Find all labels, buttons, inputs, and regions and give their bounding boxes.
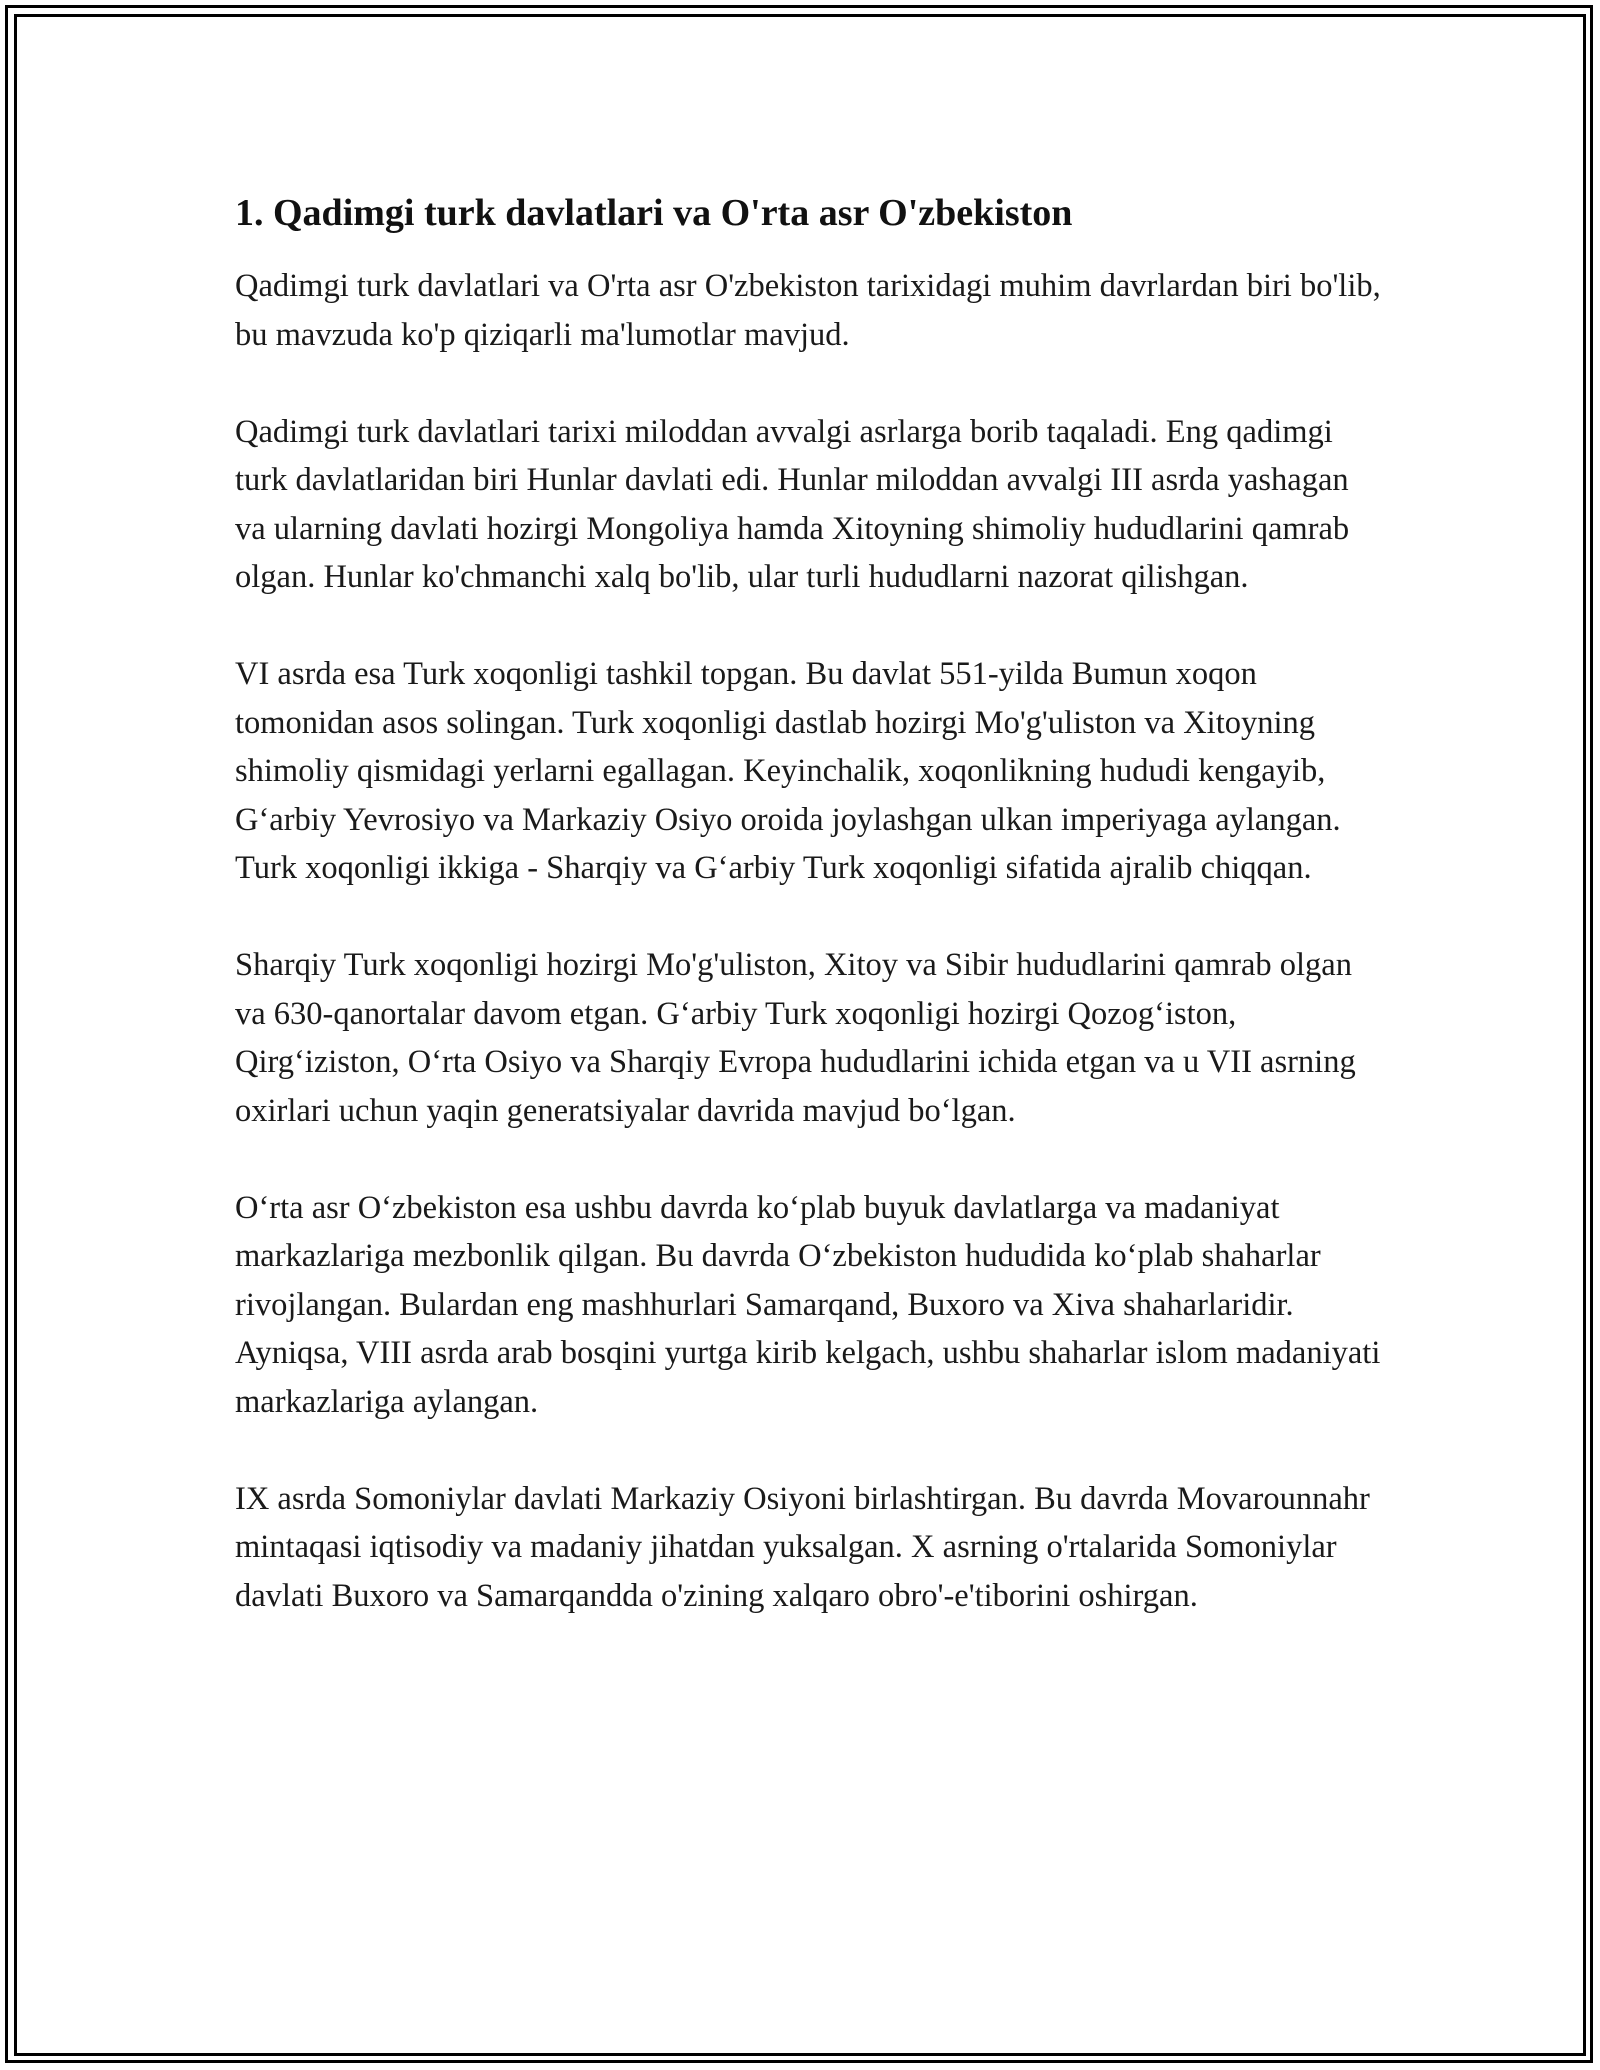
paragraph-intro: Qadimgi turk davlatlari va O'rta asr O'zbekiston tarixidagi muhim davrlardan biri bo'lib, bu mavzuda ko'p qiziqarli ma'lumotlar mavjud. <box>235 268 1381 353</box>
paragraph-hun-state: Qadimgi turk davlatlari tarixi miloddan avvalgi asrlarga borib taqaladi. Eng qadimgi turk davlatlaridan biri Hunlar davlati edi. Hunlar miloddan avvalgi III asrda yashagan va ularning davlati hozirgi Mongoliya hamda Xitoyning shimoliy hududlarini qamrab olgan. Hunlar ko'chmanchi xalq bo'lib, ular turli hududlarni nazorat qilishgan. <box>235 413 1350 595</box>
paragraph-medieval-uzbekistan: O‘rta asr O‘zbekiston esa ushbu davrda ko‘plab buyuk davlatlarga va madaniyat markazlariga mezbonlik qilgan. Bu davrda O‘zbekiston hududida ko‘plab shaharlar rivojlangan. Bulardan eng mashhurlari Samarqand, Buxoro va Xiva shaharlaridir. Ayniqsa, VIII asrda arab bosqini yurtga kirib kelgach, ushbu shaharlar islom madaniyati markazlariga aylangan. <box>235 1189 1381 1420</box>
document-body <box>235 188 1385 1669</box>
paragraph-eastern-western-khaganate: Sharqiy Turk xoqonligi hozirgi Mo'g'uliston, Xitoy va Sibir hududlarini qamrab olgan va 630-qanortalar davom etgan. G‘arbiy Turk xoqonligi hozirgi Qozog‘iston, Qirg‘iziston, O‘rta Osiyo va Sharqiy Evropa hududlarini ichida etgan va u VII asrning oxirlari uchun yaqin generatsiyalar davrida mavjud bo‘lgan. <box>235 947 1356 1129</box>
paragraph-turkic-khaganate: VI asrda esa Turk xoqonligi tashkil topgan. Bu davlat 551-yilda Bumun xoqon tomonidan asos solingan. Turk xoqonligi dastlab hozirgi Mo'g'uliston va Xitoyning shimoliy qismidagi yerlarni egallagan. Keyinchalik, xoqonlikning hududi kengayib, G‘arbiy Yevrosiyo va Markaziy Osiyo oroida joylashgan ulkan imperiyaga aylangan. Turk xoqonligi ikkiga - Sharqiy va G‘arbiy Turk xoqonligi sifatida ajralib chiqqan. <box>235 656 1341 886</box>
paragraph-samanid-state: IX asrda Somoniylar davlati Markaziy Osiyoni birlashtirgan. Bu davrda Movarounnahr mintaqasi iqtisodiy va madaniy jihatdan yuksalgan. X asrning o'rtalarida Somoniylar davlati Buxoro va Samarqandda o'zining xalqaro obro'-e'tiborini oshirgan. <box>235 1480 1370 1614</box>
document-title: 1. Qadimgi turk davlatlari va O'rta asr O'zbekiston <box>235 192 1073 234</box>
